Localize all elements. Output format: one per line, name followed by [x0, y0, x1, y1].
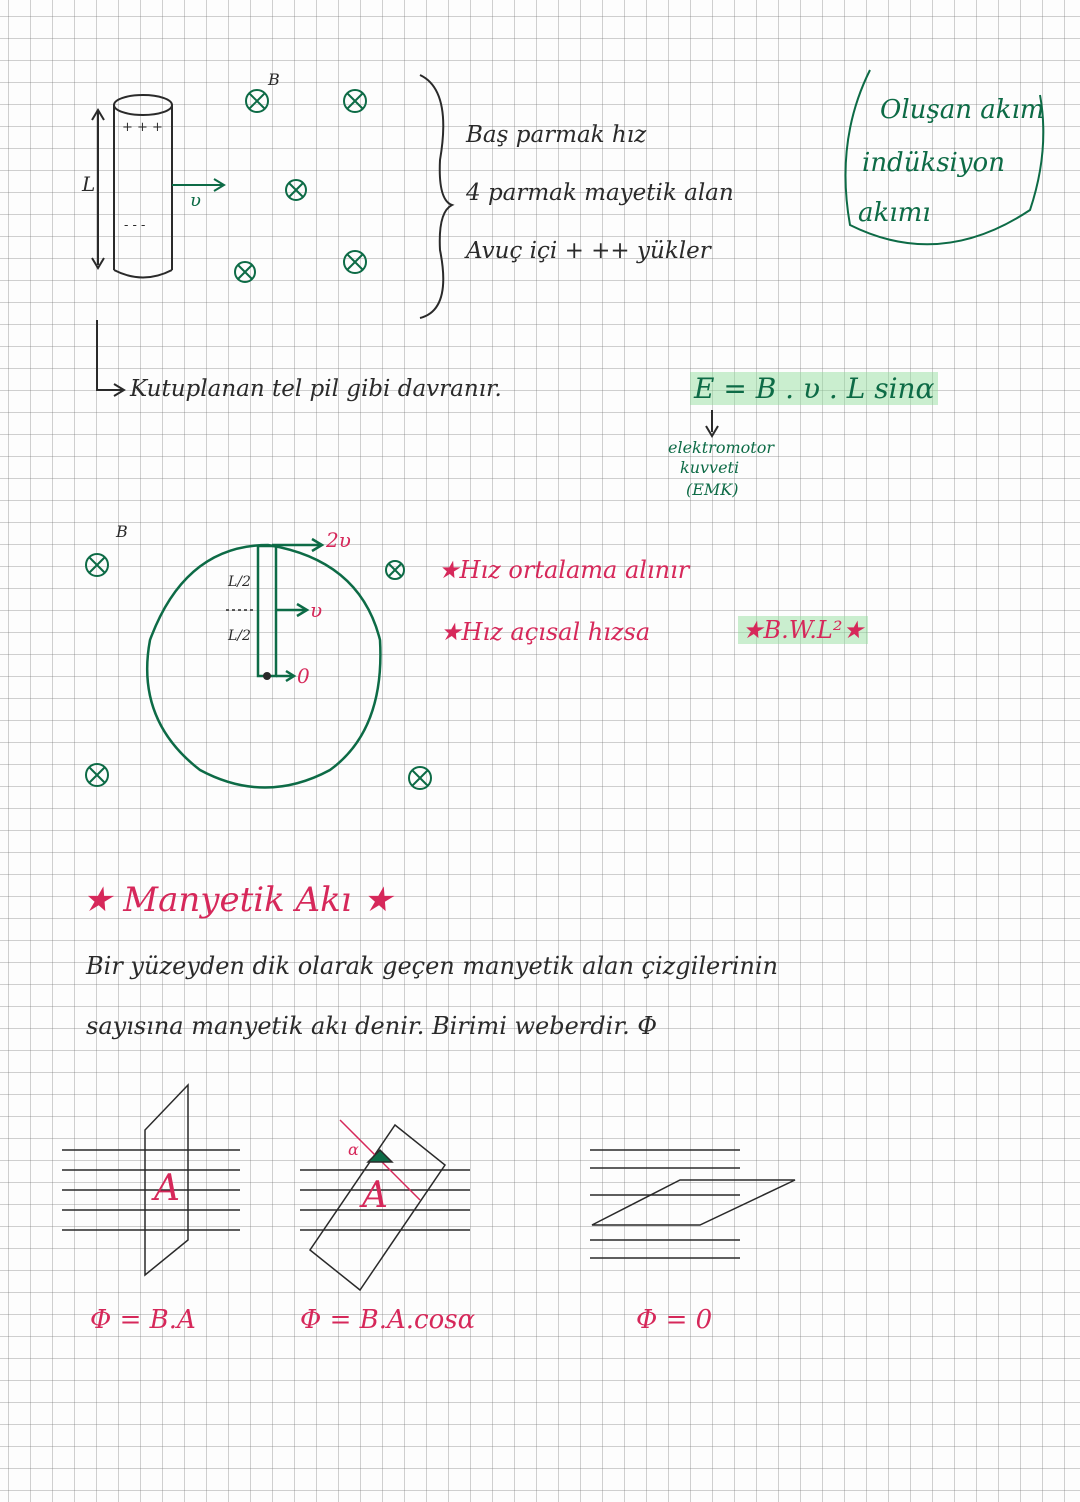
velocity-label: υ: [190, 190, 201, 211]
induction-line1: Oluşan akım: [880, 95, 1045, 125]
length-label: L: [82, 172, 96, 196]
half-length-1: L/2: [228, 574, 251, 590]
emf-label2: kuvveti: [680, 458, 740, 477]
area-label-2: A: [362, 1175, 388, 1216]
rule-thumb: Baş parmak hız: [466, 122, 647, 148]
flux-diagram-3: [590, 1150, 795, 1258]
field-label: B: [268, 70, 280, 89]
rotation-note2: ★Hız açısal hızsa: [440, 618, 651, 646]
rule-palm: Avuç içi + ++ yükler: [466, 238, 711, 264]
speed-mid: υ: [310, 598, 323, 622]
flux-formula-parallel: Φ = 0: [636, 1305, 713, 1335]
rule-fingers: 4 parmak mayetik alan: [466, 180, 734, 206]
emf-formula: E = B . υ . L sinα: [690, 372, 938, 405]
rotation-note1: ★Hız ortalama alınır: [438, 556, 690, 584]
flux-diagram-1: [62, 1085, 240, 1275]
speed-bottom: 0: [297, 664, 310, 688]
area-label-1: A: [154, 1168, 180, 1209]
emf-label1: elektromotor: [668, 438, 774, 457]
flux-formula-perpendicular: Φ = B.A: [90, 1305, 196, 1335]
flux-title: ★ Manyetik Akı ★: [82, 880, 393, 920]
charges-top: + + +: [122, 120, 163, 135]
flux-formula-angled: Φ = B.A.cosα: [300, 1305, 476, 1335]
flux-definition-2: sayısına manyetik akı denir. Birimi weberdir. Φ: [86, 1012, 658, 1040]
emf-label3: (EMK): [686, 480, 739, 499]
induction-line2: indüksiyon: [862, 148, 1005, 178]
angle-label: α: [348, 1140, 359, 1159]
rotation-field-label: B: [116, 522, 128, 541]
speed-top: 2υ: [326, 528, 351, 552]
field-x-marks: [235, 90, 366, 282]
brace: [420, 75, 452, 318]
rotation-formula: ★B.W.L²★: [738, 616, 868, 644]
charges-bottom: - - -: [124, 218, 146, 233]
half-length-2: L/2: [228, 628, 251, 644]
flux-definition-1: Bir yüzeyden dik olarak geçen manyetik alan çizgilerinin: [86, 952, 778, 980]
induction-line3: akımı: [858, 198, 931, 228]
rotating-rod: [147, 539, 380, 788]
battery-note: Kutuplanan tel pil gibi davranır.: [130, 376, 502, 402]
